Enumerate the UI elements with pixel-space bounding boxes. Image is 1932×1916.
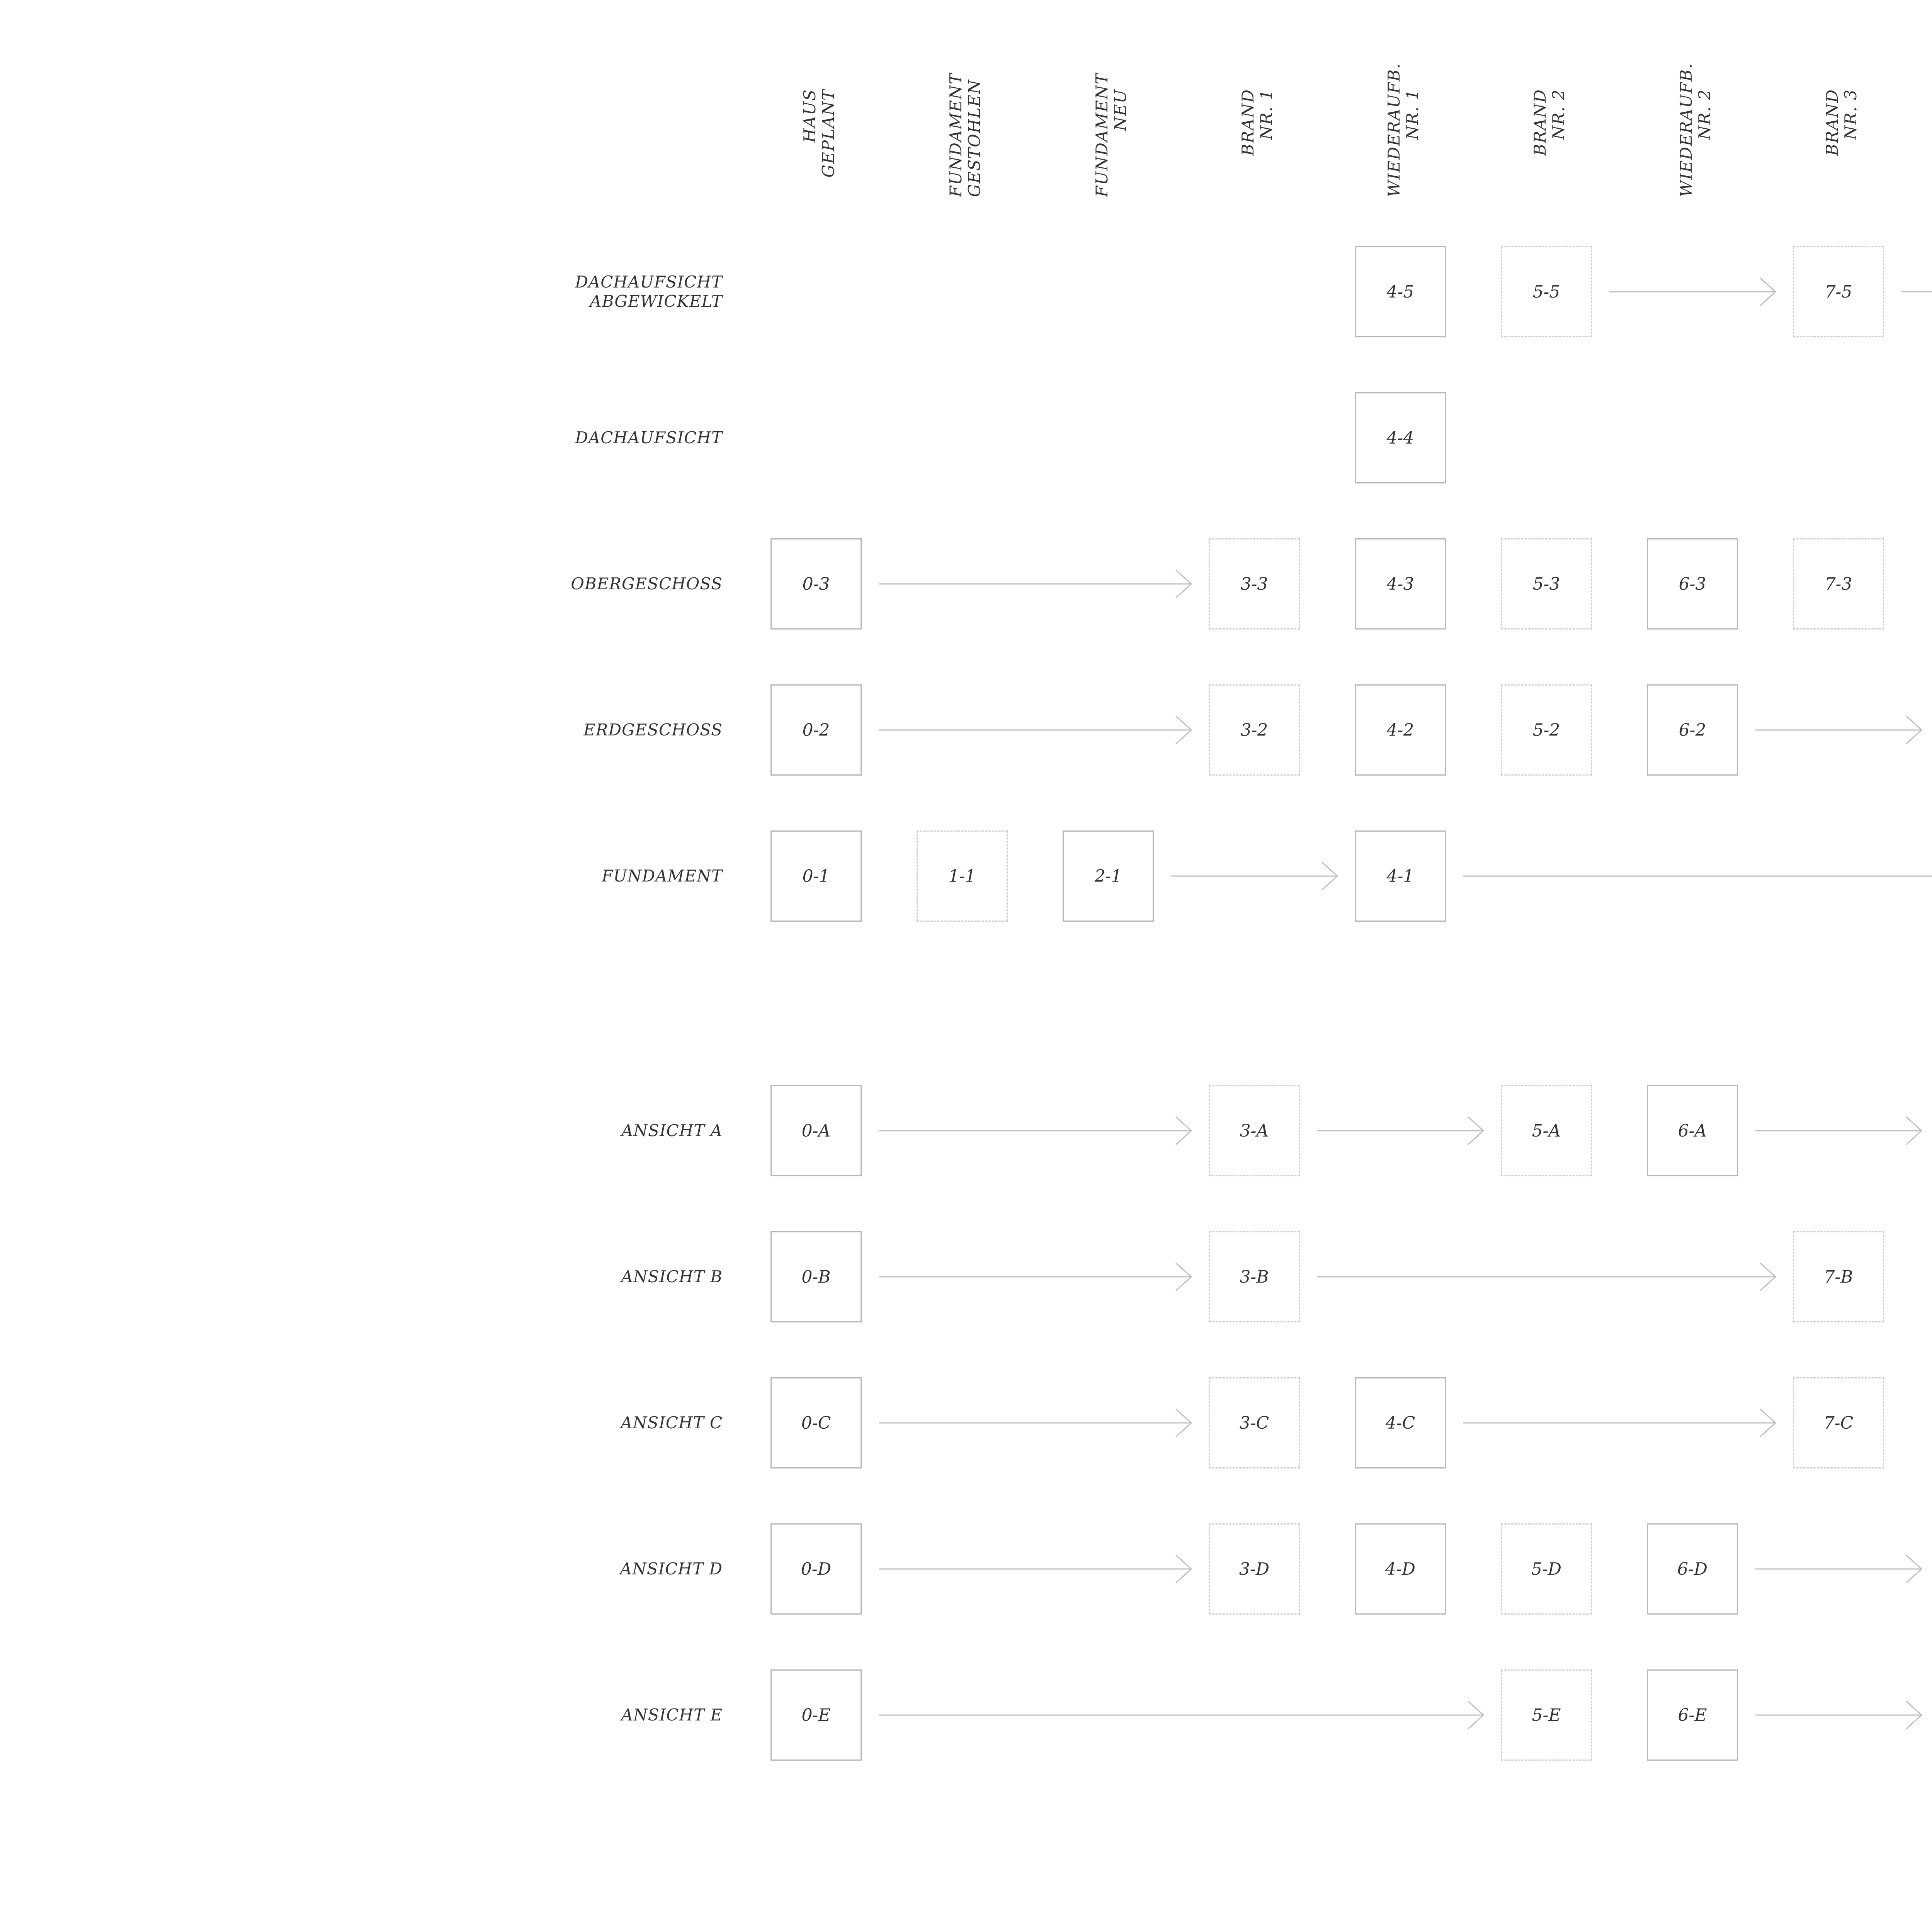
state-box-label: 5-3 (1532, 574, 1560, 594)
state-box-4-3 (1355, 538, 1446, 630)
state-box-6-d (1647, 1523, 1738, 1615)
row-label-r2 (452, 574, 723, 594)
row-label-line: OBERGESCHOSS (571, 574, 723, 593)
column-header-line: BRAND (1531, 89, 1549, 156)
state-box-4-1 (1355, 830, 1446, 922)
state-box-label: 4-1 (1386, 866, 1414, 886)
column-header-c6 (1677, 63, 1714, 197)
row-label-line: ABGEWICKELT (590, 292, 723, 311)
column-header-c2 (1092, 73, 1130, 197)
row-label-line: ANSICHT D (620, 1559, 723, 1578)
row-label-line: ANSICHT A (621, 1121, 723, 1140)
state-box-label: 3-C (1239, 1413, 1269, 1433)
state-box-0-e (770, 1669, 862, 1761)
row-label-line: ANSICHT E (621, 1705, 723, 1724)
state-box-5-e (1501, 1669, 1592, 1761)
state-box-label: 0-1 (802, 866, 830, 886)
state-box-5-3 (1501, 538, 1592, 630)
state-box-label: 6-E (1678, 1705, 1707, 1725)
state-box-label: 3-2 (1240, 720, 1268, 740)
state-box-4-2 (1355, 684, 1446, 776)
state-box-label: 1-1 (948, 866, 976, 886)
state-box-5-d (1501, 1523, 1592, 1615)
state-box-4-c (1355, 1377, 1446, 1468)
row-label-r1 (452, 428, 723, 448)
column-header-line: HAUS (800, 89, 819, 143)
column-header-c0 (800, 89, 838, 197)
column-header-line: NR. 1 (1257, 89, 1276, 140)
state-box-0-1 (770, 830, 862, 922)
state-box-label: 7-5 (1825, 282, 1852, 302)
column-header-c4 (1384, 63, 1422, 197)
state-box-5-5 (1501, 246, 1592, 337)
column-header-line: FUNDAMENT (946, 73, 965, 197)
row-label-line: DACHAUFSICHT (575, 428, 723, 447)
state-box-label: 6-3 (1679, 574, 1706, 594)
column-header-line: BRAND (1823, 89, 1842, 156)
state-box-7-3 (1793, 538, 1884, 630)
row-label-r9 (452, 1705, 723, 1725)
state-box-3-3 (1209, 538, 1300, 630)
state-box-4-5 (1355, 246, 1446, 337)
state-box-label: 4-4 (1386, 428, 1414, 448)
state-box-label: 5-2 (1532, 720, 1560, 740)
column-header-line: FUNDAMENT (1092, 73, 1111, 197)
state-box-label: 3-D (1239, 1559, 1270, 1579)
state-box-6-e (1647, 1669, 1738, 1761)
column-header-c7 (1823, 89, 1860, 197)
state-box-label: 0-D (801, 1559, 832, 1579)
row-label-r0 (452, 272, 723, 311)
state-box-label: 3-3 (1240, 574, 1268, 594)
state-box-3-2 (1209, 684, 1300, 776)
row-label-line: FUNDAMENT (602, 866, 723, 885)
state-box-label: 4-D (1385, 1559, 1416, 1579)
state-box-7-5 (1793, 246, 1884, 337)
state-box-5-a (1501, 1085, 1592, 1176)
state-box-0-d (770, 1523, 862, 1615)
state-box-6-2 (1647, 684, 1738, 776)
state-box-label: 4-2 (1386, 720, 1414, 740)
state-box-label: 6-2 (1679, 720, 1706, 740)
row-label-r5 (452, 1121, 723, 1140)
state-box-label: 0-B (801, 1267, 831, 1287)
state-box-label: 6-D (1677, 1559, 1708, 1579)
state-box-0-b (770, 1231, 862, 1322)
state-box-0-a (770, 1085, 862, 1176)
state-box-label: 4-C (1385, 1413, 1415, 1433)
state-box-label: 0-C (801, 1413, 831, 1433)
state-box-label: 0-3 (802, 574, 830, 594)
row-label-r7 (452, 1413, 723, 1433)
state-box-label: 0-2 (802, 720, 830, 740)
row-label-r3 (452, 720, 723, 740)
row-label-r6 (452, 1267, 723, 1286)
state-box-label: 0-A (801, 1121, 831, 1141)
state-box-label: 7-3 (1825, 574, 1852, 594)
state-box-4-4 (1355, 392, 1446, 483)
column-header-c3 (1238, 89, 1276, 197)
column-header-line: NR. 3 (1841, 89, 1860, 140)
column-header-line: WIEDERAUFB. (1384, 63, 1403, 197)
state-box-7-b (1793, 1231, 1884, 1322)
state-box-label: 0-E (801, 1705, 831, 1725)
state-box-label: 5-E (1532, 1705, 1561, 1725)
state-box-1-1 (917, 830, 1008, 922)
column-header-line: WIEDERAUFB. (1677, 63, 1696, 197)
state-box-3-a (1209, 1085, 1300, 1176)
state-box-0-3 (770, 538, 862, 630)
state-box-label: 4-5 (1386, 282, 1414, 302)
row-label-line: ANSICHT B (621, 1267, 723, 1286)
state-box-5-2 (1501, 684, 1592, 776)
state-box-6-3 (1647, 538, 1738, 630)
state-box-0-c (770, 1377, 862, 1468)
row-label-line: DACHAUFSICHT (575, 272, 723, 291)
column-header-line: BRAND (1238, 89, 1257, 156)
state-box-label: 5-D (1531, 1559, 1562, 1579)
state-box-label: 4-3 (1386, 574, 1414, 594)
state-box-label: 7-B (1824, 1267, 1853, 1287)
state-box-label: 3-B (1240, 1267, 1269, 1287)
state-box-label: 5-5 (1532, 282, 1560, 302)
column-header-line: NR. 2 (1695, 89, 1714, 140)
state-box-2-1 (1063, 830, 1154, 922)
row-label-r8 (452, 1559, 723, 1579)
state-box-label: 5-A (1532, 1121, 1561, 1141)
column-header-line: NR. 2 (1549, 89, 1568, 140)
state-box-4-d (1355, 1523, 1446, 1615)
column-header-c5 (1531, 89, 1568, 197)
state-box-3-b (1209, 1231, 1300, 1322)
state-box-6-a (1647, 1085, 1738, 1176)
column-header-line: NEU (1111, 89, 1130, 131)
row-label-line: ERDGESCHOSS (583, 720, 723, 739)
column-header-c1 (946, 73, 984, 197)
state-box-label: 7-C (1823, 1413, 1854, 1433)
state-box-label: 6-A (1678, 1121, 1707, 1141)
state-box-label: 2-1 (1094, 866, 1122, 886)
state-box-3-d (1209, 1523, 1300, 1615)
state-box-3-c (1209, 1377, 1300, 1468)
state-box-0-2 (770, 684, 862, 776)
column-header-line: NR. 1 (1403, 89, 1422, 140)
column-header-line: GESTOHLEN (965, 79, 984, 197)
state-box-label: 3-A (1240, 1121, 1269, 1141)
column-header-line: GEPLANT (819, 89, 838, 178)
row-label-line: ANSICHT C (621, 1413, 723, 1432)
state-box-7-c (1793, 1377, 1884, 1468)
row-label-r4 (452, 866, 723, 886)
